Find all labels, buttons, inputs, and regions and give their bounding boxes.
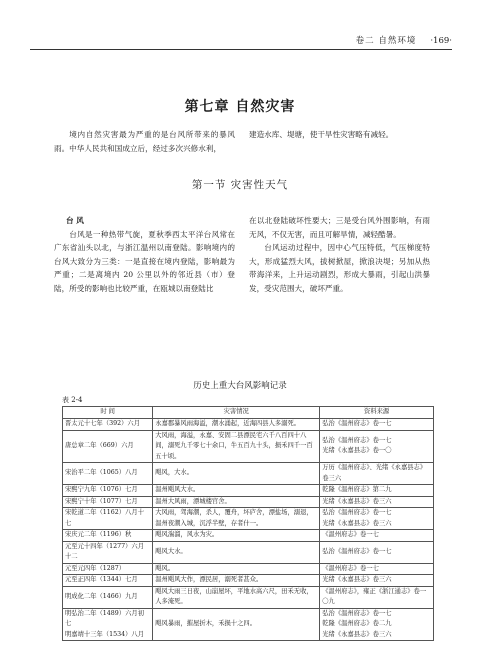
cell-source: 光绪《永嘉县志》卷三六 bbox=[320, 496, 434, 508]
table-row bbox=[63, 586, 434, 608]
table-row bbox=[63, 575, 434, 587]
cell-disaster: 飓风大水。 bbox=[153, 541, 320, 563]
cell-disaster: 温州飓风大水。 bbox=[153, 485, 320, 497]
cell-time: 宋熙宁九年（1076）七月 bbox=[63, 485, 153, 497]
cell-source: 弘治《温州府志》卷一七 光绪《永嘉县志》卷一〇 bbox=[320, 430, 434, 463]
body-right-paragraph-1: 在以北登陆破坏性要大；三是受台风外围影响，有雨无风，不仅无害，而且可解旱情，减轻酷暑。 bbox=[249, 216, 430, 239]
cell-source: 《温州府志》卷一七 bbox=[320, 530, 434, 542]
table-title: 历史上重大台风影响记录 bbox=[193, 381, 287, 391]
cell-disaster: 飓风大雨三日夜，山崩屋坏，平地水高六尺，田禾无收，人多淹死。 bbox=[153, 586, 320, 608]
cell-disaster: 大风雨，驾海潮，杀人，覆舟，坏庐舍，漂盐场，溺退，温州夜潮入城，沉浮半壁，存者什一。 bbox=[153, 508, 320, 530]
intro-right-column: 建造水库、堤塘，使干旱性灾害略有减轻。 bbox=[249, 130, 394, 139]
cell-source: 弘治《温州府志》卷一七 光绪《永嘉县志》卷三六 bbox=[320, 508, 434, 530]
cell-time: 宋庆元二年（1196）秋 bbox=[63, 530, 153, 542]
table-body bbox=[63, 419, 434, 641]
table-row bbox=[63, 496, 434, 508]
header-time: 时 间 bbox=[63, 407, 153, 419]
cell-disaster: 永嘉郡暴风雨海溢，潮水涌起，近海四县人多溺死。 bbox=[153, 419, 320, 431]
subheading-typhoon: 台 风 bbox=[66, 216, 84, 225]
body-left-paragraph: 台风是一种热带气旋，夏秋季西太平洋台风常在广东省汕头以北，与浙江温州以南登陆。影响境内的台风大致分为三类：一是直接在境内登陆，影响最为严重；二是离境内 20 公里以外的邻近县（市）登陆，所受的影响也比较严重，在瓯城以南登陆比 bbox=[54, 229, 235, 293]
header-source: 资料来源 bbox=[320, 407, 434, 419]
table-number: 表 2-4 bbox=[62, 396, 83, 404]
body-left-column bbox=[54, 214, 235, 295]
cell-source: 《温州府志》，雍正《浙江通志》卷一〇九 bbox=[320, 586, 434, 608]
body-right-paragraph-2: 台风运动过程中，因中心气压特低，气压梯度特大，形成猛烈大风，拔树掀屋，掀浪决堤；另加从热带海洋来，上升运动剧烈，形成大暴雨，引起山洪暴发，受灾范围大，破坏严重。 bbox=[249, 243, 430, 293]
table-row bbox=[63, 430, 434, 463]
cell-disaster: 飓风。 bbox=[153, 563, 320, 575]
table-row bbox=[63, 530, 434, 542]
table-row bbox=[63, 608, 434, 641]
running-header bbox=[30, 34, 452, 50]
cell-source: 乾隆《温州府志》第二九 bbox=[320, 485, 434, 497]
cell-time: 宋乾道二年（1162）八月十七 bbox=[63, 508, 153, 530]
cell-time: 宋治平二年（1065）八月 bbox=[63, 463, 153, 485]
section-title: 第一节 灾害性天气 bbox=[191, 179, 289, 191]
intro-left-column: 境内自然灾害最为严重的是台风所带来的暴风雨。中华人民共和国成立后，经过多次兴修水利， bbox=[54, 130, 235, 153]
intro-paragraph bbox=[54, 128, 430, 155]
table-row bbox=[63, 463, 434, 485]
cell-source: 弘治《温州府志》卷一七 乾隆《温州府志》卷二九 光绪《永嘉县志》卷三六 bbox=[320, 608, 434, 641]
table-header-row bbox=[63, 407, 434, 419]
cell-time: 唐总章二年（669）六月 bbox=[63, 430, 153, 463]
table-row bbox=[63, 508, 434, 530]
cell-time: 明弘治二年（1489）六月初七 明嘉靖十三年（1534）八月 bbox=[63, 608, 153, 641]
chapter-title: 第七章 自然灾害 bbox=[184, 99, 296, 115]
cell-time: 宋熙宁十年（1077）七月 bbox=[63, 496, 153, 508]
cell-disaster: 大风雨，海溢，永嘉、安固二县漂民宅六千八百四十八间，溺死九千零七十余口，牛五百九十头，损禾四千一百五十顷。 bbox=[153, 430, 320, 463]
cell-source: 光绪《永嘉县志》卷三六 bbox=[320, 575, 434, 587]
cell-time: 明成化二年（1466）九月 bbox=[63, 586, 153, 608]
body-right-column bbox=[249, 214, 430, 295]
cell-time: 元至元十四年（1277）六月十二 bbox=[63, 541, 153, 563]
table-row bbox=[63, 563, 434, 575]
page-number: ·169· bbox=[430, 36, 452, 46]
typhoon-record-table bbox=[62, 406, 434, 641]
header-disaster: 灾害情况 bbox=[153, 407, 320, 419]
cell-source: 《温州府志》卷一七 bbox=[320, 563, 434, 575]
cell-time: 元至正四年（1344）七月 bbox=[63, 575, 153, 587]
typhoon-body bbox=[54, 214, 430, 295]
cell-source: 弘治《温州府志》卷一七 bbox=[320, 541, 434, 563]
cell-disaster: 温州飓风大作，漂民居，溺死者甚众。 bbox=[153, 575, 320, 587]
cell-disaster: 飓风，大水。 bbox=[153, 463, 320, 485]
cell-disaster: 温州大风雨，漂城楼官舍。 bbox=[153, 496, 320, 508]
table-row bbox=[63, 485, 434, 497]
running-header-chapter: 卷二 自然环境 bbox=[355, 36, 417, 46]
cell-source: 万历《温州府志》、光绪《永嘉县志》卷三六 bbox=[320, 463, 434, 485]
table-row bbox=[63, 541, 434, 563]
table-row bbox=[63, 419, 434, 431]
cell-time: 晋太元十七年（392）六月 bbox=[63, 419, 153, 431]
cell-time: 元至元四年（1287） bbox=[63, 563, 153, 575]
cell-source: 弘治《温州府志》卷一七 bbox=[320, 419, 434, 431]
cell-disaster: 飓风湍溜，风水为灾。 bbox=[153, 530, 320, 542]
cell-disaster: 飓风暴雨，摧屋折木，禾损十之四。 bbox=[153, 608, 320, 641]
